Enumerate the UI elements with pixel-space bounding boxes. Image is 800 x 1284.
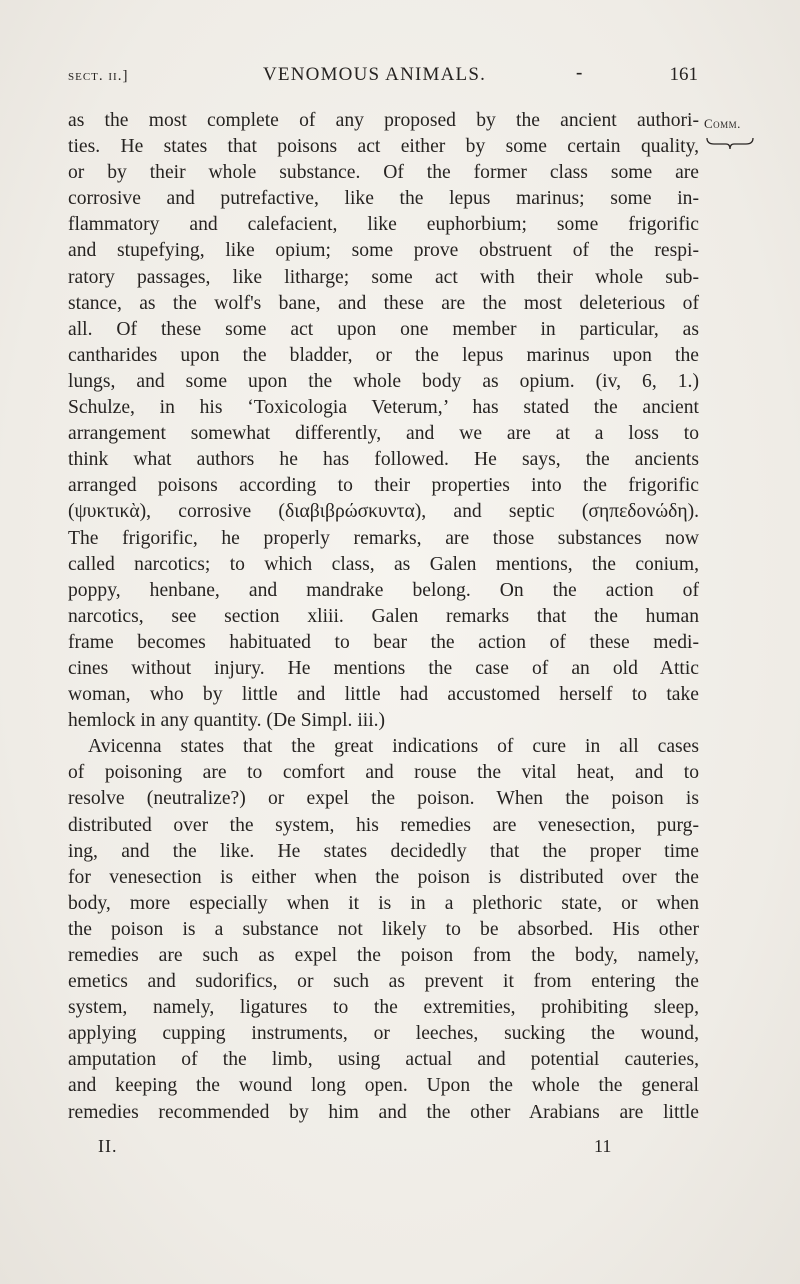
text-line: called narcotics; to which class, as Galen mentions, the conium, [68,553,699,575]
text-line: as the most complete of any proposed by the ancient authori- [68,110,699,131]
text-line: of poisoning are to comfort and rouse the vital heat, and to [68,762,699,784]
margin-brace-icon [706,136,754,150]
text-line: distributed over the system, his remedies are venesection, purg- [68,814,699,836]
body-text [68,108,699,1126]
text-line: system, namely, ligatures to the extremities, prohibiting sleep, [68,997,699,1019]
text-line: flammatory and calefacient, like euphorbium; some frigorific [68,214,699,236]
text-line: applying cupping instruments, or leeches, sucking the wound, [68,1023,699,1045]
text-line: amputation of the limb, using actual and potential cauteries, [68,1049,699,1071]
text-line: and keeping the wound long open. Upon the whole the general [68,1075,699,1097]
text-line: and stupefying, like opium; some prove obstruent of the respi- [68,240,699,262]
text-line: arrangement somewhat differently, and we are at a loss to [68,423,699,445]
sheet-number: 11 [594,1136,612,1156]
text-line: stance, as the wolf's bane, and these are the most deleterious of [68,292,699,314]
running-header [68,62,698,90]
text-line: narcotics, see section xliii. Galen remarks that the human [68,605,699,627]
text-line: arranged poisons according to their properties into the frigorific [68,475,699,497]
text-line: ratory passages, like litharge; some act with their whole sub- [68,266,699,288]
signature-mark: II. [98,1136,118,1156]
text-line: remedies are such as expel the poison from the body, namely, [68,945,699,966]
text-line: ties. He states that poisons act either by some certain quality, [68,136,699,158]
text-line-greek: (ψυκτικὰ), corrosive (διαβιβρώσκυντα), and septic (σηπεδονώδη). [68,501,699,523]
text-line: woman, who by little and little had accustomed herself to take [68,684,699,706]
text-line: corrosive and putrefactive, like the lepus marinus; some in- [68,188,699,210]
page-number: 161 [669,64,698,85]
text-line: emetics and sudorifics, or such as prevent it from entering the [68,971,699,993]
margin-note: Comm. [704,116,741,131]
text-line: the poison is a substance not likely to be absorbed. His other [68,918,699,940]
text-line: think what authors he has followed. He says, the ancients [68,449,699,471]
text-line: body, more especially when it is in a plethoric state, or when [68,892,699,914]
text-line: or by their whole substance. Of the former class some are [68,162,699,184]
text-line: for venesection is either when the poison is distributed over the [68,866,699,888]
section-marker: sect. ii.] [68,68,129,84]
text-line: cines without injury. He mentions the case of an old Attic [68,657,699,679]
text-line: frame becomes habituated to bear the action of these medi- [68,631,699,653]
header-dash: - [576,62,583,83]
text-line: cantharides upon the bladder, or the lepus marinus upon the [68,344,699,366]
text-line: Schulze, in his ‘Toxicologia Veterum,’ has stated the ancient [68,397,699,419]
text-line: all. Of these some act upon one member in particular, as [68,318,699,340]
running-title: VENOMOUS ANIMALS. [263,64,487,85]
text-line: lungs, and some upon the whole body as opium. (iv, 6, 1.) [68,370,699,392]
text-line: poppy, henbane, and mandrake belong. On the action of [68,579,699,601]
paragraph-end-line: hemlock in any quantity. (De Simpl. iii.) [68,710,386,732]
text-line: resolve (neutralize?) or expel the poison. When the poison is [68,788,699,810]
text-line: ing, and the like. He states decidedly that the proper time [68,840,699,862]
paragraph-start-line: Avicenna states that the great indications of cure in all cases [88,736,699,758]
text-line: The frigorific, he properly remarks, are those substances now [68,527,699,549]
text-line: remedies recommended by him and the other Arabians are little [68,1101,699,1123]
